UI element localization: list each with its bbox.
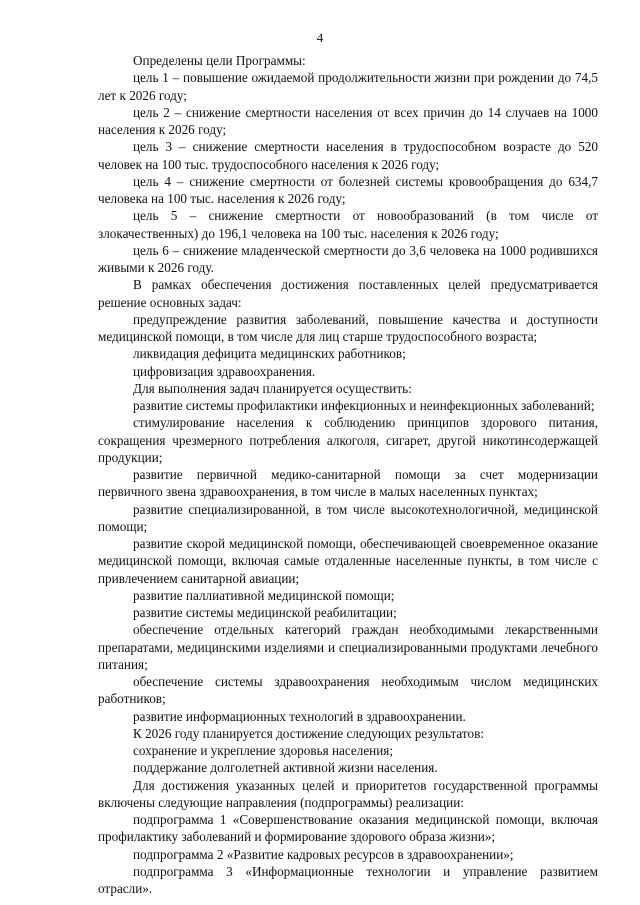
paragraph: поддержание долголетней активной жизни населения. [133, 760, 438, 776]
paragraph: сохранение и укрепление здоровья населения; [133, 743, 394, 758]
paragraph: цифровизация здравоохранения. [133, 363, 316, 379]
paragraph: Для выполнения задач планируется осуществить: [133, 380, 412, 396]
paragraph: предупреждение развития заболеваний, повышение качества и доступности медицинской помощи, в том числе для лиц старше трудоспособного возраста; [98, 311, 598, 344]
paragraph: В рамках обеспечения достижения поставленных целей предусматривается решение основных задач: [98, 277, 598, 310]
paragraph: К 2026 году планируется достижение следующих результатов: [133, 725, 484, 741]
paragraph: цель 1 – повышение ожидаемой продолжительности жизни при рождении до 74,5 лет к 2026 году; [98, 70, 598, 103]
paragraph: цель 4 – снижение смертности от болезней системы кровообращения до 634,7 человека на 100 тыс. населения к 2026 году; [98, 173, 598, 206]
paragraph: цель 2 – снижение смертности населения от всех причин до 14 случаев на 1000 населения к 2026 году; [98, 104, 598, 137]
paragraph: цель 6 – снижение младенческой смертности до 3,6 человека на 1000 родившихся живыми к 2026 году. [98, 242, 598, 275]
paragraph: развитие первичной медико-санитарной помощи за счет модернизации первичного звена здравоохранения, в том числе в малых населенных пунктах; [98, 467, 598, 500]
paragraph: обеспечение системы здравоохранения необходимым числом медицинских работников; [98, 674, 598, 707]
document-body [98, 52, 598, 897]
paragraph: развитие системы медицинской реабилитации; [133, 605, 397, 620]
paragraph: развитие информационных технологий в здравоохранении. [133, 708, 466, 724]
paragraph: развитие скорой медицинской помощи, обеспечивающей своевременное оказание медицинской помощи, включая самые отдаленные населенные пункты, в том числе с привлечением санитарной авиации; [98, 536, 598, 586]
page-number: 4 [316, 30, 324, 45]
paragraph: Определены цели Программы: [133, 53, 306, 68]
paragraph: обеспечение отдельных категорий граждан необходимыми лекарственными препаратами, медицинскими изделиями и специализированными продуктами лечебного питания; [98, 622, 598, 672]
paragraph: развитие системы профилактики инфекционных и неинфекционных заболеваний; [133, 398, 595, 413]
paragraph: подпрограмма 2 «Развитие кадровых ресурсов в здравоохранении»; [133, 846, 514, 862]
paragraph: развитие специализированной, в том числе высокотехнологичной, медицинской помощи; [98, 501, 598, 534]
paragraph: подпрограмма 1 «Совершенствование оказания медицинской помощи, включая профилактику заболеваний и формирование здорового образа жизни»; [98, 812, 598, 845]
paragraph: подпрограмма 3 «Информационные технологии и управление развитием отрасли». [98, 863, 598, 896]
paragraph: цель 5 – снижение смертности от новообразований (в том числе от злокачественных) до 196,1 человека на 100 тыс. населения к 2026 году; [98, 208, 598, 241]
paragraph: цель 3 – снижение смертности населения в трудоспособном возрасте до 520 человек на 100 тыс. трудоспособного населения к 2026 году; [98, 139, 598, 172]
paragraph: стимулирование населения к соблюдению принципов здорового питания, сокращения чрезмерного потребления алкоголя, сигарет, другой никотинсодержащей продукции; [98, 415, 598, 465]
paragraph: развитие паллиативной медицинской помощи; [133, 587, 395, 603]
paragraph: Для достижения указанных целей и приоритетов государственной программы включены следующие направления (подпрограммы) реализации: [98, 777, 598, 810]
paragraph: ликвидация дефицита медицинских работников; [133, 346, 406, 362]
